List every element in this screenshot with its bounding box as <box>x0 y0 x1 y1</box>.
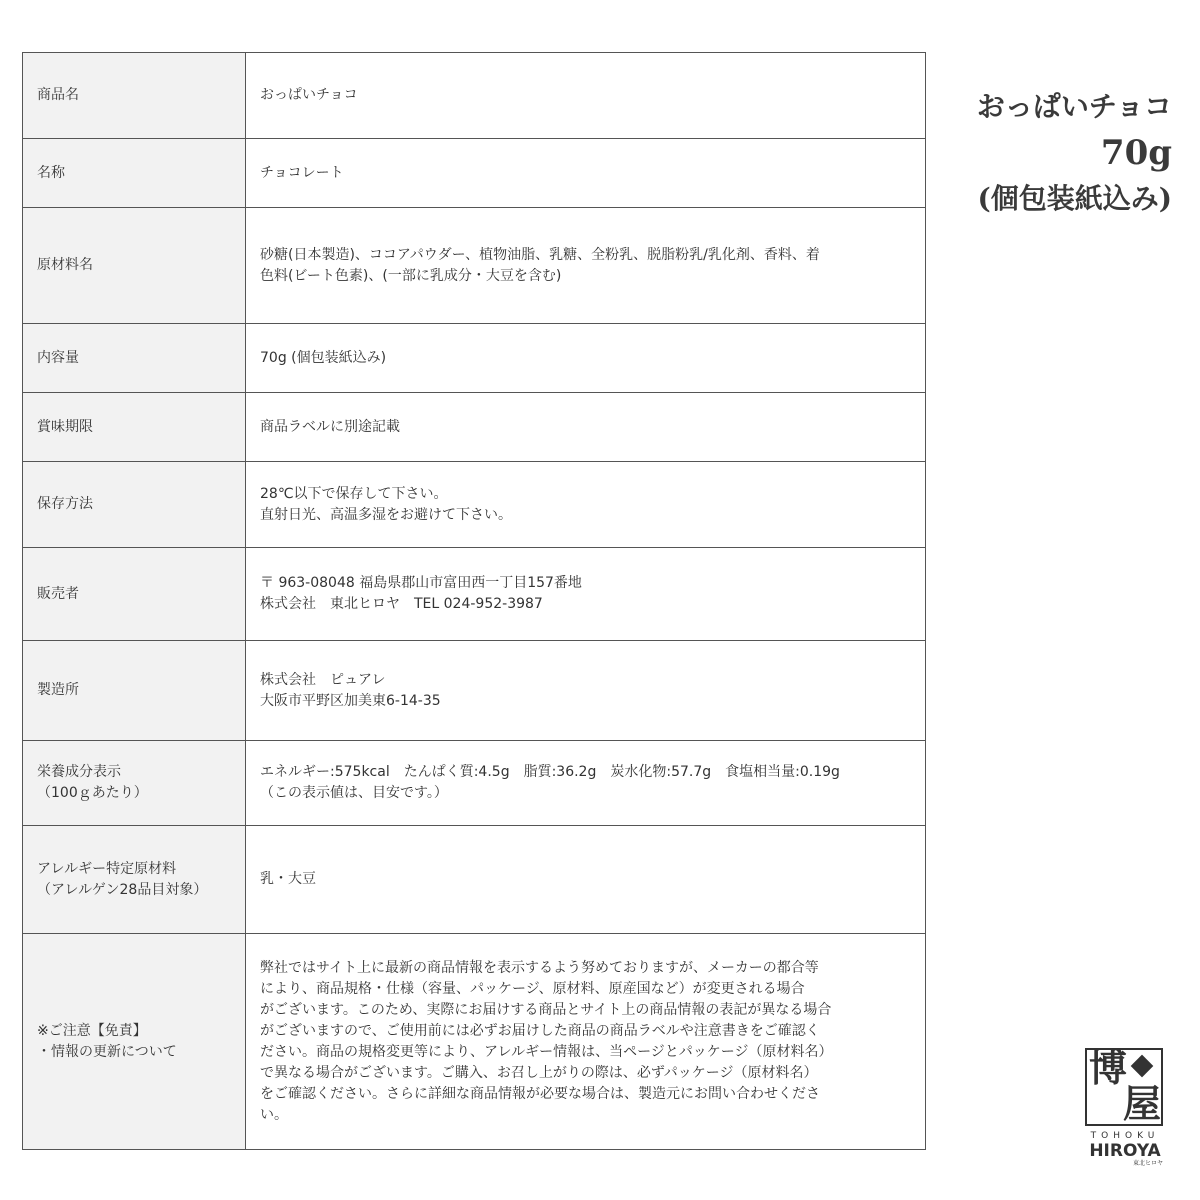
table-row <box>23 741 926 826</box>
row-value: チョコレート <box>246 139 926 208</box>
table-row <box>23 934 926 1150</box>
row-label: アレルギー特定原材料 （アレルゲン28品目対象） <box>23 826 246 934</box>
table-row <box>23 826 926 934</box>
row-value: 〒 963-08048 福島県郡山市富田西一丁目157番地 株式会社 東北ヒロヤ TEL 024-952-3987 <box>246 548 926 641</box>
row-value: 28℃以下で保存して下さい。 直射日光、高温多湿をお避けて下さい。 <box>246 462 926 548</box>
table-row <box>23 548 926 641</box>
heading-weight-note: (個包装紙込み) <box>977 182 1172 215</box>
row-label: 名称 <box>23 139 246 208</box>
row-label: 原材料名 <box>23 208 246 324</box>
table-row <box>23 393 926 462</box>
logo-kanji-ya: 屋 <box>1123 1081 1162 1126</box>
logo-wordmark: HIROYA <box>1089 1141 1161 1161</box>
table-row <box>23 462 926 548</box>
product-heading <box>932 84 1172 222</box>
table-row <box>23 641 926 741</box>
product-spec-table <box>22 52 926 1150</box>
row-label: 賞味期限 <box>23 393 246 462</box>
logo-subtitle: TOHOKU <box>1090 1131 1160 1141</box>
table-row <box>23 139 926 208</box>
row-label: 保存方法 <box>23 462 246 548</box>
table-row <box>23 324 926 393</box>
heading-weight: 70g <box>1100 133 1172 173</box>
row-label: ※ご注意【免責】 ・情報の更新について <box>23 934 246 1150</box>
row-value: 弊社ではサイト上に最新の商品情報を表示するよう努めておりますが、メーカーの都合等 により、商品規格・仕様（容量、パッケージ、原材料、原産国など）が変更される場合 がございます。このため、実際にお届けする商品とサイト上の商品情報の表記が異なる場合 がございますので、ご使用前には必ずお届けした商品の商品ラベルや注意書きをご確認く ださい。商品の規格変更等により、アレルギー情報は、当ページとパッケージ（原材料名） で異なる場合がございます。ご購入、お召し上がりの際は、必ずパッケージ（原材料名） をご確認ください。さらに詳細な商品情報が必要な場合は、製造元にお問い合わせくださ い。 <box>246 934 926 1150</box>
row-value: おっぱいチョコ <box>246 53 926 139</box>
logo-kanji-haku: 博 <box>1089 1045 1128 1090</box>
row-label: 販売者 <box>23 548 246 641</box>
row-value: 砂糖(日本製造)、ココアパウダー、植物油脂、乳糖、全粉乳、脱脂粉乳/乳化剤、香料、着 色料(ビート色素)、(一部に乳成分・大豆を含む) <box>246 208 926 324</box>
brand-logo <box>1085 1045 1165 1168</box>
heading-product-name: おっぱいチョコ <box>976 90 1172 123</box>
logo-caption: 東北ヒロヤ <box>1132 1160 1163 1167</box>
row-label: 栄養成分表示 （100ｇあたり） <box>23 741 246 826</box>
row-value: エネルギー:575kcal たんぱく質:4.5g 脂質:36.2g 炭水化物:57.7g 食塩相当量:0.19g （この表示値は、目安です。） <box>246 741 926 826</box>
row-label: 商品名 <box>23 53 246 139</box>
table-row <box>23 208 926 324</box>
table-row <box>23 53 926 139</box>
row-value: 株式会社 ピュアレ 大阪市平野区加美東6-14-35 <box>246 641 926 741</box>
row-value: 70g (個包装紙込み) <box>246 324 926 393</box>
row-label: 製造所 <box>23 641 246 741</box>
row-value: 乳・大豆 <box>246 826 926 934</box>
row-value: 商品ラベルに別途記載 <box>246 393 926 462</box>
row-label: 内容量 <box>23 324 246 393</box>
